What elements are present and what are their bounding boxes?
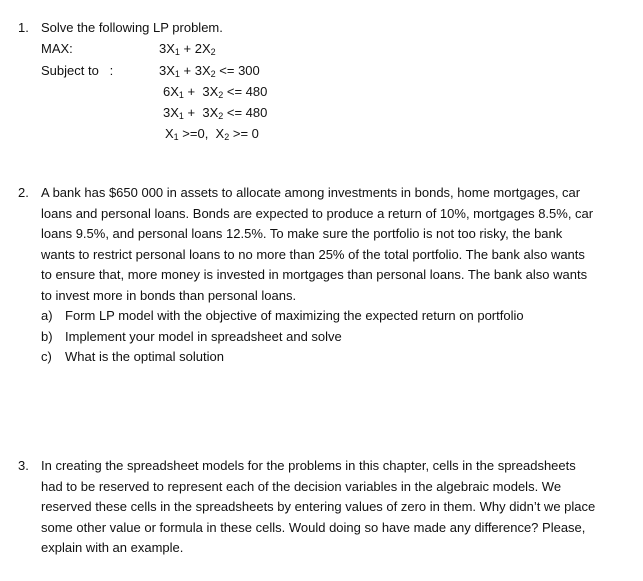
objective-function: $3X_1 + 2X_2$ (159, 41, 216, 57)
list-marker: a) (41, 308, 53, 323)
question-number: 1. (18, 20, 29, 35)
question-number: 3. (18, 458, 29, 473)
text-line: to invest more in bonds than personal loans. (41, 287, 297, 303)
subject-to-label: Subject to : (41, 63, 114, 78)
non-negativity-constraint: $X_1 >=0$, $X_2 >= 0$ (165, 126, 259, 142)
question-2-text (41, 183, 621, 306)
list-item-text: Form LP model with the objective of maximizing the expected return on portfolio (65, 308, 524, 323)
constraint-3: $3X_1 + 3X_2 <= 480$ (163, 105, 268, 121)
list-marker: b) (41, 328, 53, 344)
text-line: reserved these cells in the spreadsheets by entering values of zero in them. Why didn’t we place (41, 499, 596, 514)
text-line: loans 9.5%, and personal loans 12.5%. To make sure the portfolio is not too risky, the bank (41, 226, 563, 241)
text-line: A bank has $650 000 in assets to allocate among investments in bonds, home mortgages, car (41, 185, 581, 200)
text-line: to ensure that, more money is invested in mortgages than personal loans. The bank also wants (41, 267, 588, 282)
constraint-1: $3X_1 + 3X_2 <= 300$ (159, 63, 260, 79)
list-item-text: Implement your model in spreadsheet and solve (65, 328, 342, 344)
text-line: had to be reserved to represent each of the decision variables in the algebraic models. We (41, 478, 562, 494)
question-3-text (41, 456, 621, 559)
question-number: 2. (18, 185, 29, 200)
constraint-2: $6X_1 + 3X_2 <= 480$ (163, 84, 268, 100)
text-line: In creating the spreadsheet models for the problems in this chapter, cells in the spreadsheets (41, 458, 576, 473)
list-marker: c) (41, 349, 52, 364)
question-1-title: Solve the following LP problem. (41, 20, 223, 35)
text-line: some other value or formula in these cells. Would doing so have made any difference? Please, (41, 519, 586, 535)
text-line: wants to restrict personal loans to no more than 25% of the total portfolio. The bank also wants (41, 246, 585, 262)
text-line: loans and personal loans. Bonds are expected to produce a return of 10%, mortgages 8.5%, car (41, 205, 594, 221)
list-item-text: What is the optimal solution (65, 349, 224, 364)
text-line: explain with an example. (41, 540, 184, 555)
max-label: MAX: (41, 41, 73, 56)
